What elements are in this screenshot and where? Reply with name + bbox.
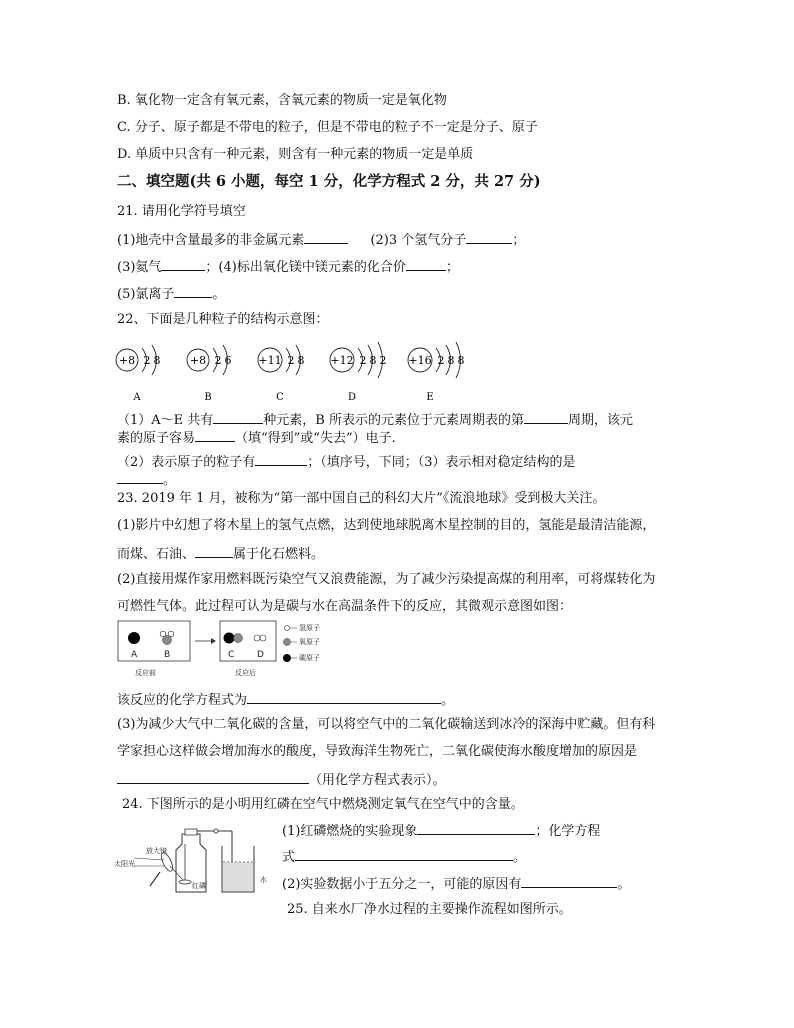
stopper xyxy=(185,829,197,835)
q23-1-line2 xyxy=(117,544,324,564)
hydrogen-atom xyxy=(168,631,174,637)
lens-label: 放大镜 xyxy=(146,847,167,855)
nucleus-charge: +8 xyxy=(118,354,136,367)
q21-4-text: ；(4)标出氧化镁中镁元素的化合价 xyxy=(205,260,406,275)
electron-count: 2 xyxy=(359,354,367,367)
hydrogen-atom xyxy=(260,635,266,641)
carbon-atom xyxy=(224,633,235,644)
particle-a xyxy=(116,345,161,403)
particle-structure-diagrams xyxy=(112,336,492,406)
label-b: B xyxy=(164,650,171,660)
answer-blank[interactable] xyxy=(247,690,441,704)
q21-1-text: (1)地壳中含量最多的非金属元素 xyxy=(117,233,305,248)
q21-line1 xyxy=(117,230,525,250)
q22-title: 22、下面是几种粒子的结构示意图： xyxy=(117,312,329,327)
answer-blank[interactable] xyxy=(174,284,212,298)
option-d: D. 单质中只含有一种元素，则含有一种元素的物质一定是单质 xyxy=(117,147,474,162)
q24-1-text: (1)红磷燃烧的实验现象 xyxy=(282,824,418,839)
punct: 。 xyxy=(513,850,527,865)
hydrogen-atom xyxy=(160,631,166,637)
particle-letter: D xyxy=(347,392,357,403)
electron-count: 2 xyxy=(437,354,445,367)
particle-letter: B xyxy=(204,392,212,403)
q23-3-text: （用化学方程式表示）。 xyxy=(309,773,446,788)
answer-blank[interactable] xyxy=(521,874,617,888)
q24-1-text-c: 式 xyxy=(282,850,296,865)
punct: 。 xyxy=(212,287,226,302)
q22-3-text: ；（填序号，下同；（3）表示相对稳定结构的是 xyxy=(307,455,576,470)
red-phosphorus-apparatus xyxy=(112,820,277,900)
q22-line1 xyxy=(117,410,633,430)
water-fill xyxy=(223,862,253,891)
electron-count: 8 xyxy=(297,354,305,367)
answer-blank[interactable] xyxy=(406,257,446,271)
answer-blank[interactable] xyxy=(524,410,568,424)
sun-label: 太阳光 xyxy=(114,860,135,868)
q23-3-line2: 学家担心这样做会增加海水的酸度，导致海洋生物死亡，二氧化碳使海水酸度增加的原因是 xyxy=(117,744,638,759)
label-a: A xyxy=(131,650,138,660)
q21-line2 xyxy=(117,257,459,277)
sunlight-ray xyxy=(134,858,164,860)
q23-title: 23. 2019 年 1 月，被称为“第一部中国自己的科幻大片”《流浪地球》受到极大关注。 xyxy=(117,491,606,506)
q22-2-text: （2）表示原子的粒子有 xyxy=(117,455,256,470)
particle-e xyxy=(408,342,465,403)
before-label: 反应前 xyxy=(135,669,156,677)
punct: ； xyxy=(445,260,459,275)
q22-1-text-d: 素的原子容易 xyxy=(117,431,196,446)
particle-letter: E xyxy=(426,392,434,403)
legend-hydrogen-icon xyxy=(285,626,290,631)
legend-carbon-label: 碳原子 xyxy=(299,654,320,662)
answer-blank[interactable] xyxy=(195,544,233,558)
q24-1-text-b: ；化学方程 xyxy=(535,824,601,839)
electron-count: 2 xyxy=(214,354,222,367)
answer-blank[interactable] xyxy=(117,770,309,784)
legend-oxygen-icon xyxy=(284,639,291,646)
q21-title: 21. 请用化学符号填空 xyxy=(117,204,246,219)
q24-title: 24. 下图所示的是小明用红磷在空气中燃烧测定氧气在空气中的含量。 xyxy=(122,797,524,812)
hydrogen-atom xyxy=(254,635,260,641)
oxygen-atom xyxy=(234,634,243,643)
arrow-head xyxy=(211,638,216,644)
answer-blank[interactable] xyxy=(195,428,235,442)
nucleus-charge: +11 xyxy=(258,354,282,367)
q25-title: 25. 自来水厂净水过程的主要操作流程如图所示。 xyxy=(287,902,572,917)
after-label: 反应后 xyxy=(235,669,256,677)
label-d: D xyxy=(257,650,264,660)
electron-count: 8 xyxy=(457,354,465,367)
electron-count: 2 xyxy=(287,354,295,367)
particle-letter: A xyxy=(133,392,141,403)
electron-count: 8 xyxy=(447,354,455,367)
q23-2-line1: (2)直接用煤作家用燃料既污染空气又浪费能源，为了减少污染提高煤的利用率，可将煤转化为 xyxy=(117,572,656,587)
q22-1-text-e: （填“得到”或“失去”）电子. xyxy=(235,431,396,446)
electron-count: 2 xyxy=(143,354,151,367)
particle-letter: C xyxy=(276,392,284,403)
option-c: C. 分子、原子都是不带电的粒子，但是不带电的粒子不一定是分子、原子 xyxy=(117,120,538,135)
legend-hydrogen-label: 氢原子 xyxy=(299,624,320,632)
q22-line2 xyxy=(117,428,396,448)
answer-blank[interactable] xyxy=(255,452,307,466)
q21-3-text: (3)氦气 xyxy=(117,260,162,275)
nucleus-charge: +12 xyxy=(330,354,354,367)
phosphorus-label: 红磷 xyxy=(192,882,206,890)
punct: 。 xyxy=(163,473,177,488)
nucleus-charge: +16 xyxy=(408,354,432,367)
section-heading-fill-blank: 二、填空题(共 6 小题，每空 1 分，化学方程式 2 分，共 27 分) xyxy=(117,173,541,190)
answer-blank[interactable] xyxy=(213,410,263,424)
reaction-micro-diagram xyxy=(117,620,347,682)
legend-oxygen-label: 氧原子 xyxy=(299,638,320,646)
nucleus-charge: +8 xyxy=(189,354,207,367)
q21-5-text: (5)氯离子 xyxy=(117,287,175,302)
punct: 。 xyxy=(441,693,455,708)
q23-3-line3 xyxy=(117,770,446,790)
legend-carbon-icon xyxy=(283,654,291,662)
q23-3-line1: (3)为减少大气中二氧化碳的含量，可以将空气中的二氧化碳输送到冰冷的深海中贮藏。但有科 xyxy=(117,717,656,732)
q21-line3 xyxy=(117,284,225,304)
electron-count: 6 xyxy=(224,354,232,367)
q22-line4 xyxy=(117,470,176,490)
answer-blank[interactable] xyxy=(117,470,163,484)
particle-b xyxy=(187,345,232,403)
particle-c xyxy=(258,345,305,403)
answer-blank[interactable] xyxy=(304,230,348,244)
q21-2-text: (2)3 个氢气分子 xyxy=(370,233,467,248)
answer-blank[interactable] xyxy=(417,821,535,835)
q24-2-text: (2)实验数据小于五分之一，可能的原因有 xyxy=(282,877,522,892)
q23-eq-text: 该反应的化学方程式为 xyxy=(117,693,248,708)
before-box xyxy=(118,621,190,661)
q23-2-line2: 可燃性气体。此过程可认为是碳与水在高温条件下的反应，其微观示意图如图： xyxy=(117,599,573,614)
q22-1-text-c: 周期，该元 xyxy=(567,413,633,428)
carbon-atom xyxy=(128,632,140,644)
q23-equation-line xyxy=(117,690,454,710)
q22-1-text-b: 种元素，B 所表示的元素位于元素周期表的第 xyxy=(263,413,524,428)
q23-1-text: 而煤、石油、 xyxy=(117,547,196,562)
electron-count: 8 xyxy=(369,354,377,367)
q23-1-line1: (1)影片中幻想了将木星上的氢气点燃，达到使地球脱离木星控制的目的，氢能是最清洁能源， xyxy=(117,518,656,533)
water-label: 水 xyxy=(260,876,267,884)
q22-1-text: （1）A～E 共有 xyxy=(117,413,214,428)
answer-blank[interactable] xyxy=(161,257,205,271)
combustion-spoon xyxy=(179,880,191,884)
q24-2-line xyxy=(282,874,630,894)
clamp-icon xyxy=(214,829,218,833)
electron-count: 8 xyxy=(153,354,161,367)
option-b: B. 氧化物一定含有氧元素，含氧元素的物质一定是氧化物 xyxy=(117,93,447,108)
punct: 。 xyxy=(617,877,631,892)
particle-d xyxy=(330,342,387,403)
answer-blank[interactable] xyxy=(295,847,513,861)
punct: ； xyxy=(512,233,526,248)
electron-count: 2 xyxy=(379,354,387,367)
q22-line3 xyxy=(117,452,576,472)
q24-1-line2 xyxy=(282,847,526,867)
q24-1-line1 xyxy=(282,821,600,841)
label-c: C xyxy=(228,650,235,660)
answer-blank[interactable] xyxy=(466,230,512,244)
q23-1-text-b: 属于化石燃料。 xyxy=(233,547,325,562)
